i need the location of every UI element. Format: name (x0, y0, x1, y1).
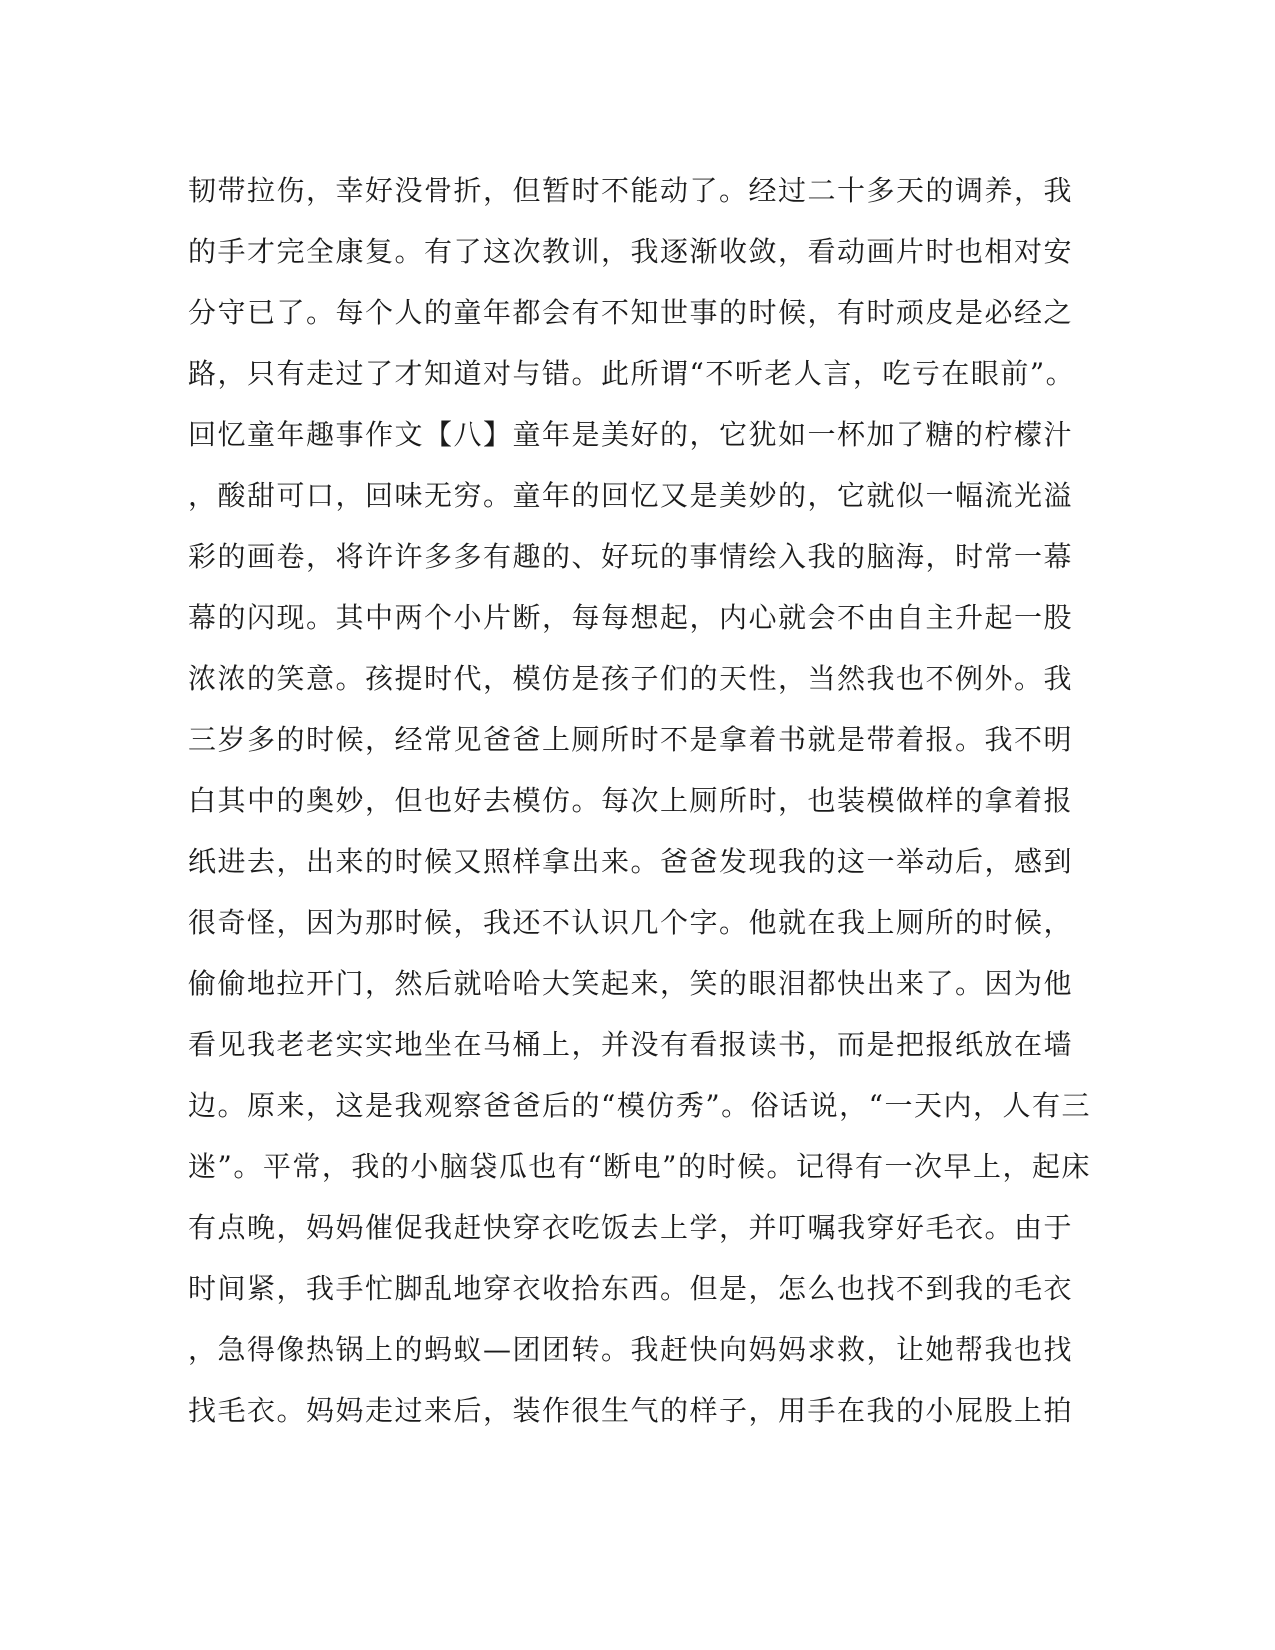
text-line: 韧带拉伤，幸好没骨折，但暂时不能动了。经过二十多天的调养，我 (188, 174, 1074, 207)
text-line: 时间紧，我手忙脚乱地穿衣收拾东西。但是，怎么也找不到我的毛衣 (188, 1272, 1074, 1305)
text-line: 幕的闪现。其中两个小片断，每每想起，内心就会不由自主升起一股 (188, 601, 1074, 634)
text-line: 很奇怪，因为那时候，我还不认识几个字。他就在我上厕所的时候， (188, 906, 1074, 939)
text-line: 迷”。平常，我的小脑袋瓜也有“断电”的时候。记得有一次早上，起床 (188, 1150, 1091, 1183)
text-line: ，酸甜可口，回味无穷。童年的回忆又是美妙的，它就似一幅流光溢 (188, 479, 1074, 512)
text-line: 分守已了。每个人的童年都会有不知世事的时候，有时顽皮是必经之 (188, 296, 1074, 329)
text-line: 浓浓的笑意。孩提时代，模仿是孩子们的天性，当然我也不例外。我 (188, 662, 1074, 695)
text-line: 偷偷地拉开门，然后就哈哈大笑起来，笑的眼泪都快出来了。因为他 (188, 967, 1074, 1000)
text-line: 看见我老老实实地坐在马桶上，并没有看报读书，而是把报纸放在墙 (188, 1028, 1074, 1061)
text-line: 的手才完全康复。有了这次教训，我逐渐收敛，看动画片时也相对安 (188, 235, 1074, 268)
text-line: 有点晚，妈妈催促我赶快穿衣吃饭去上学，并叮嘱我穿好毛衣。由于 (188, 1211, 1074, 1244)
text-line: 三岁多的时候，经常见爸爸上厕所时不是拿着书就是带着报。我不明 (188, 723, 1074, 756)
text-line: 边。原来，这是我观察爸爸后的“模仿秀”。俗话说，“一天内，人有三 (188, 1089, 1091, 1122)
text-line: 纸进去，出来的时候又照样拿出来。爸爸发现我的这一举动后，感到 (188, 845, 1074, 878)
body-text (188, 160, 1091, 1441)
text-line: 找毛衣。妈妈走过来后，装作很生气的样子，用手在我的小屁股上拍 (188, 1394, 1074, 1427)
text-line: 白其中的奥妙，但也好去模仿。每次上厕所时，也装模做样的拿着报 (188, 784, 1074, 817)
text-line: 彩的画卷，将许许多多有趣的、好玩的事情绘入我的脑海，时常一幕 (188, 540, 1074, 573)
text-line: 回忆童年趣事作文【八】童年是美好的，它犹如一杯加了糖的柠檬汁 (188, 418, 1074, 451)
text-line: ，急得像热锅上的蚂蚁—团团转。我赶快向妈妈求救，让她帮我也找 (188, 1333, 1074, 1366)
text-line: 路，只有走过了才知道对与错。此所谓“不听老人言，吃亏在眼前”。 (188, 357, 1076, 390)
